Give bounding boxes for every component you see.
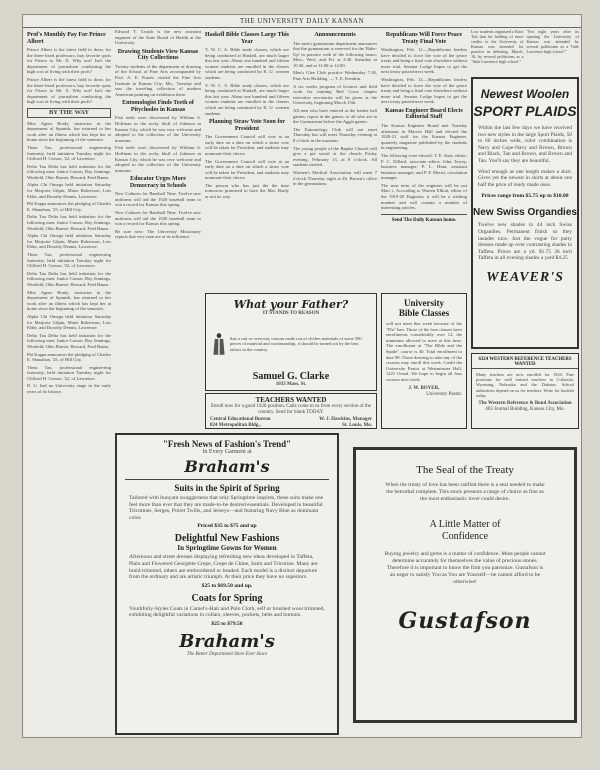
- article-text: The Kansas Engineer Board met Tuesday afternoon in Marvin Hall and elected the 1920-21 staff for the Kansas Engineer, quarterly magazine published by the students in engineering.: [381, 122, 467, 151]
- column-1: [27, 29, 111, 735]
- fashion-sub: In Every Garment at: [202, 449, 252, 455]
- ad-clarke-address: 1033 Mass. St.: [275, 382, 307, 387]
- weavers-headline-2: SPORT PLAIDS: [473, 103, 577, 119]
- article-text: R. U. had no University stage in the early years of its history.: [27, 383, 111, 395]
- bible-title-1: University: [404, 298, 444, 308]
- article-text: Theta Tau, professional engineering fraternity, held initiation Tuesday night for Clifford H. Carson, '22, of Lawrence.: [27, 252, 111, 269]
- weavers-headline-1: Newest Woolen: [480, 87, 570, 101]
- ad-clarke-name: Samuel G. Clarke: [252, 371, 330, 382]
- weavers-body-1: Within the last few days we have received two new styles in the large Sport Plaids, 50 to 60 inches wide, color combination is Navy and Cope-Navy and Brown, Brown and Black, Tan and Brown, and Brown and Tan. You'll say they are beautiful.: [478, 125, 572, 164]
- bible-signer-title: University Pastor.: [426, 391, 462, 397]
- bible-title-2: Bible Classes: [398, 308, 450, 318]
- fashion-b2: Afternoon and street dresses displaying refreshing new ideas developed in Taffeta, Plain and Flowered Georgette Crepe, Crepe de Chine, Satin and Tricotine. Many are braid trimmed, others are embroidered or beaded. Each model is a distinct departure from the ordinary and are artistic triumph. At their price they have no superiors.: [129, 554, 318, 581]
- teachers-right-addr: St. Louis, Mo.: [342, 423, 372, 428]
- ad-bible-classes: [381, 293, 467, 429]
- weavers-brand: WEAVER'S: [486, 269, 564, 285]
- ad-gustafson: [353, 447, 577, 723]
- weavers-body-2: Wind enough as one length makes a skirt. Gives yet the newest in skirts at about one half the price of ready made ones.: [478, 168, 572, 188]
- gustafson-b2: Buying jewelry and gems is a matter of confidence. Most people cannot determine accurately for themselves the value of precious stones. Therefore it is important to know the firm you patronize. Gustafson is an eager to satisfy You as You are Yourself—he cannot afford to be otherwise!: [384, 551, 546, 585]
- brahams-footer-tag: The Better Department Store Ever Since: [186, 651, 268, 657]
- article-text: The next term of the engineer will be out Marc r. According to Warren Elliott, editor of the 1919-20 Engineer, it will be a wishing number and will contain a number of interesting articles.: [381, 182, 467, 211]
- notice-text-left: Low students organized a Knot Tub that for holding of more credits to the University of Kansas was attended for practice in debating, March, 10, by several politicians as a "little Lawrence high school.": [471, 29, 524, 64]
- western-name: The Western Reference & Bond Association: [478, 401, 572, 407]
- fashion-title: "Fresh News of Fashion's Trend": [162, 439, 292, 449]
- newspaper-page: [22, 14, 582, 738]
- headline-haskell-bible: Haskell Bible Classes Large This Year: [205, 32, 289, 45]
- brahams-footer-logo: Braham's: [179, 630, 275, 652]
- ad-body: that a suit or overcoat, custom made out of clothes materials of some 500 pieces of material and workmanship, it should be turned out by the best tailors in the country.: [229, 336, 362, 352]
- teachers-body: Enroll now for a good 1920 position. Calls come to us from every section of the country. Send for blank TODAY.: [211, 404, 371, 415]
- ad-teachers-wanted: [205, 393, 377, 429]
- fashion-h2: Delightful New Fashions: [174, 533, 280, 545]
- headline-peace-treaty: Republicans Will Force Peace Treaty Final Vote: [385, 32, 463, 45]
- fashion-p2: $25 to $69.50 and up.: [201, 582, 253, 589]
- article-text: Y. W. C. A. Bible study classes, which are being conducted at Haskell, are much larger this last year. About one hundred and fifteen women students are enrolled in the classes which are being conducted by K. U. women students.: [205, 47, 289, 80]
- article-text: Women's Medical Association will meet 7 o'clock Thursday night at Dr. Brown's office in the gymnasium.: [293, 169, 377, 187]
- article-text: Phi Kappa announces the pledging of Charles E. Shanahan, '25, of Hill City.: [27, 351, 111, 363]
- gustafson-h2: A Little Matter of Confidence: [429, 519, 501, 542]
- column-3: [205, 29, 289, 291]
- article-text: Phi Kappa announces the pledging of Charles E. Shanahan, '25, of Hill City.: [27, 201, 111, 212]
- article-text: Theta Tau, professional engineering fraternity, held initiation Tuesday night for Clifford H. Carson, '22, of Lawrence.: [27, 364, 111, 381]
- article-text: Prince Albert is the latest field to draw, for the three-fixed professors; buy favorite spots for Prince to Mr. X. Why not? Isn't the department of journalism conducting the high cost of living with their profs?: [27, 47, 111, 75]
- article-text: New Cultures for Baseball Nine. Twelve new uniforms will aid the 1920 baseball team to win a record for Kansas this spring.: [115, 191, 201, 208]
- article-text: Delta Tau Delta has held initiation for the following men: Junior Carson, Ray Jennings, Winfield, Ohio Barnet, Howard, Fred Baum.: [27, 214, 111, 231]
- article-text: Alpha Chi Omega held initiation Saturday for Marjorie Gilpin, Marie Robertson, Lois Elder, and Dorothy Dennis, Lawrence.: [27, 233, 111, 250]
- article-text: Men's Glee Club practice Wednesday 7:30, Fine Arts Building. — T. E. Kendrin.: [293, 70, 377, 82]
- article-text: Theta Tau, professional engineering fraternity, held initiation Tuesday night for Clifford H. Carson, '22, of Lawrence.: [27, 144, 111, 162]
- brahams-logo: Braham's: [184, 457, 270, 476]
- article-text: Delta Tau Delta has held initiation for the following men: Junior Carson, Ray Jennings, Winfield, Ohio Barnet, Howard, Fred Baum.: [27, 163, 111, 180]
- ad-samuel-clarke: [205, 293, 377, 391]
- headline-by-the-way: BY THE WAY: [27, 108, 111, 118]
- fashion-h3: Coats for Spring: [191, 592, 263, 604]
- headline-straw-vote: Planning Straw Vote Soon for President: [208, 119, 285, 132]
- article-text: Miss Agnes Brady, instructor in the department of Spanish, has returned to her work after an illness which has kept her at home since the beginning of the semester.: [27, 289, 111, 312]
- gustafson-b1: When the treaty of love has been ratified there is a seal needed to make the betrothal complete. This stock presents a range of choice as fine as the most enthusiastic lover could desire.: [385, 482, 545, 502]
- article-text: The Entomology Club will not meet Thursday but will meet Thursday evening at 8 o'clock in the museum.: [293, 126, 377, 143]
- fashion-h1: Suits in the Spirit of Spring: [174, 483, 280, 493]
- article-text: Y. W. C. A. Bible study classes, which are being conducted at Haskell, are much larger this last year. About one hundred and fifteen women students are enrolled in the classes which are being conducted by K. U. women students.: [205, 82, 289, 116]
- fashion-h2b: In Springtime Gowns for Women: [177, 544, 277, 553]
- gustafson-h1: The Seal of the Treaty: [416, 464, 514, 476]
- article-text: Delta Tau Delta has held initiation for the following men: Junior Carson, Ray Jennings, Winfield, Ohio Barnet, Howard, Fred Baum.: [27, 270, 111, 287]
- article-text: The Government Council will vote at an early date on a date on which a straw vote will be taken for President, and students may nominate their choice.: [205, 158, 289, 181]
- western-body: Many teachers are now enrolled for 1920. Fine positions for well trained teachers in Colorado, Wyoming, Nebraska and the Dakotas. School authorities depend on us for teachers. Write for booklet today.: [476, 372, 574, 398]
- article-text: Delta Tau Delta has held initiation for the following men: Junior Carson, Ray Jennings, Winfield, Ohio Barnet, Howard, Fred Baum.: [27, 332, 111, 349]
- fashion-p1: Priced $35 to $75 and up: [197, 523, 257, 530]
- gustafson-logo: Gustafson: [398, 608, 532, 634]
- article-text: Washington, Feb. 12.—Republicans leaders have decided to force the vote of the peace treaty and bring a final vote elsewhere without more trial. Senator Lodge hopes to get the next treaty passed next week.: [381, 76, 467, 105]
- teachers-right-name: W. J. Hawkins, Manager: [319, 417, 372, 422]
- western-title: 6324 WESTERN REFERENCE TEACHERS WANTED: [472, 357, 578, 369]
- article-text: Edward T. Crutch is the new assistant engineer of the State Board of Health at the University.: [115, 29, 201, 46]
- article-text: All men who have entered at the basket ball games, report in the games, or all who are in the Gymnasium before the Aggie games.: [293, 108, 377, 125]
- ad-western-reference: [471, 353, 579, 429]
- column-4: [293, 29, 377, 291]
- article-text: A six weeks program of lectures and field work for training Red Cross chapter executive secretaries will be given at the University, beginning March 15th.: [293, 83, 377, 106]
- headline-drawing-students: Drawing Students View Kansas City Collections: [117, 48, 199, 62]
- article-text: The young people of the Baptist Church will give a pie social at the church Friday evening, February 13, at 8 o'clock. All students invited.: [293, 145, 377, 168]
- article-text: Twenty students of the department of drawing of the School of Fine Arts accompanied by Prof. A. E. Frazer, visited the Fine Arts Institute in Kansas City, Mo., Tuesday and saw the traveling collection of modern American painting on exhibition there.: [115, 63, 201, 97]
- notice-text-right: "For eight years after its opening the University of Kansas was attended by several politicians as a 'little Lawrence high school.'": [526, 29, 579, 54]
- article-text: Fish teeth were discovered by William S. Hoffman in the rocky bluff of Johnson in Kansas City, which he was very welcome and adopted to the collection of the University museum.: [115, 145, 201, 173]
- headline-prince-albert: Prof's Monthly Pay For Prince Albert: [27, 32, 106, 45]
- column-5: [381, 29, 467, 291]
- article-text: Prince Albert is the latest field to draw, for the three-fixed professors; buy favorite spots for Prince to Mr. X. Why not? Isn't the department of journalism conducting the high cost of living with their profs?: [27, 76, 111, 105]
- article-text: The following were elected: T. E. Stott, editor; F. C. Dillard, associate editor; John Towey, business manager; P. L. Hunt, assistant business manager; and P. F. Mersti, circulation manager.: [381, 152, 467, 181]
- teachers-left-addr: 824 Metropolitan Bldg.,: [210, 423, 261, 428]
- fashion-b1: Tailored with buoyant swaggerness that only Springtime inspires, these suits make one feel more than ever that they are made-to-be desired essentials. Developed in beautiful Tricotines, Serges, Poiret Twills, and Jerseys—and featuring Navy Blue as dominant color.: [129, 495, 324, 521]
- bible-body: will not meet this week because of the "Flu" ban. Those of the four classes have enrollments considerably over 12, the minimum allowed to meet at this time. The enrollment at "The Bible and the Spade" course is 40. Total enrollment to date 99. Those desiring to take any of the courses may enroll this week. Credit the University Pastor at Westminster Hall, 1221 Oread. We hope to begin all four courses next week.: [386, 321, 462, 382]
- weavers-prices: Prices range from $5.75 up to $10.00: [481, 193, 569, 200]
- headline-entomologist: Entomologist Finds Teeth of Pitychodes in Kansas: [122, 100, 194, 113]
- man-in-coat-illustration: [212, 319, 226, 369]
- top-right-notice: [471, 29, 579, 77]
- ad-subhead: IT STANDS TO REASON: [262, 311, 320, 316]
- article-text: Miss Agnes Brady, instructor in the department of Spanish, has returned to her work after an illness which has kept her at home since the beginning of the semester.: [27, 120, 111, 143]
- article-text: The men's gymnasium department announces that the gymnasium is reserved for the 'Rake-Up' in practice with of the following hours: Mon., Wed., and Fri. at 3:30. Saturday at 10:30, and at 11:00 to 12:00.: [293, 40, 377, 68]
- headline-engineer-board: Kansas Engineer Board Elects Editorial Staff: [385, 107, 463, 121]
- headline-announcements: Announcements: [314, 32, 356, 38]
- fashion-b3: Youthfully-Styles Coats in Camel's-Hair and Polo Cloth, self or brushed wool trimmed, exhibiting delightful variations in collars, sleeves, pockets, belts and buttons.: [129, 605, 325, 619]
- column-2: [115, 29, 201, 429]
- bible-signer: J. W. BOYER,: [408, 385, 440, 391]
- article-text: Washington, Feb. 12.—Republicans leaders have decided to force the vote of the peace treaty and bring a final vote elsewhere without more trial. Senator Lodge hopes to get the next treaty passed next week.: [381, 47, 467, 75]
- article-text: Alpha Chi Omega held initiation Saturday for Marjorie Gilpin, Marie Robertson, Lois Elder, and Dorothy Dennis, Lawrence.: [27, 182, 111, 199]
- headline-educator: Educator Urges More Democracy in Schools: [129, 176, 187, 189]
- article-text: Fish teeth were discovered by William S. Hoffman in the rocky bluff of Johnson in Kansas City, which he was very welcome and adopted to the collection of the University museum.: [115, 115, 201, 143]
- teachers-title: TEACHERS WANTED: [255, 396, 327, 404]
- masthead: THE UNIVERSITY DAILY KANSAN: [23, 17, 581, 28]
- teachers-left-name: Central Educational Bureau: [210, 417, 271, 422]
- send-kansan-home: Send The Daily Kansan home.: [391, 217, 457, 223]
- article-text: Be sure now: The University Missionary reports that very men are at its influence.: [115, 228, 201, 240]
- ad-tagline: What your Father?: [233, 298, 349, 311]
- article-text: The Government Council will vote at an early date on a date on which a straw vote will be taken for President, and students may nominate their choice.: [205, 134, 289, 156]
- article-text: The person who has just the the time tomorrow promised to have the Mac Hardy or not its way.: [205, 182, 289, 200]
- ad-brahams-fashion: [115, 433, 339, 735]
- weavers-headline-3: New Swiss Organdies: [473, 207, 577, 219]
- western-addr: 403 Journal Building, Kansas City, Mo.: [485, 407, 565, 413]
- fashion-p3: $25 to $79.50: [211, 620, 243, 627]
- article-text: New Cultures for Baseball Nine. Twelve new uniforms will aid the 1920 baseball team to win a record for Kansas this spring.: [115, 210, 201, 227]
- weavers-body-3: Twelve new shades in 44 inch Swiss Organdies. Permanent finish so they launder nice. Just the vogue for party dresses made up over contrasting shades in Taffeta. Prices are a yd. $1.75 36 inch Taffeta in all evening shades a yard $4.25: [478, 222, 572, 262]
- article-text: Alpha Chi Omega held initiation Saturday for Marjorie Gilpin, Marie Robertson, Lois Elder, and Dorothy Dennis, Lawrence.: [27, 313, 111, 331]
- ad-weavers: [471, 77, 579, 349]
